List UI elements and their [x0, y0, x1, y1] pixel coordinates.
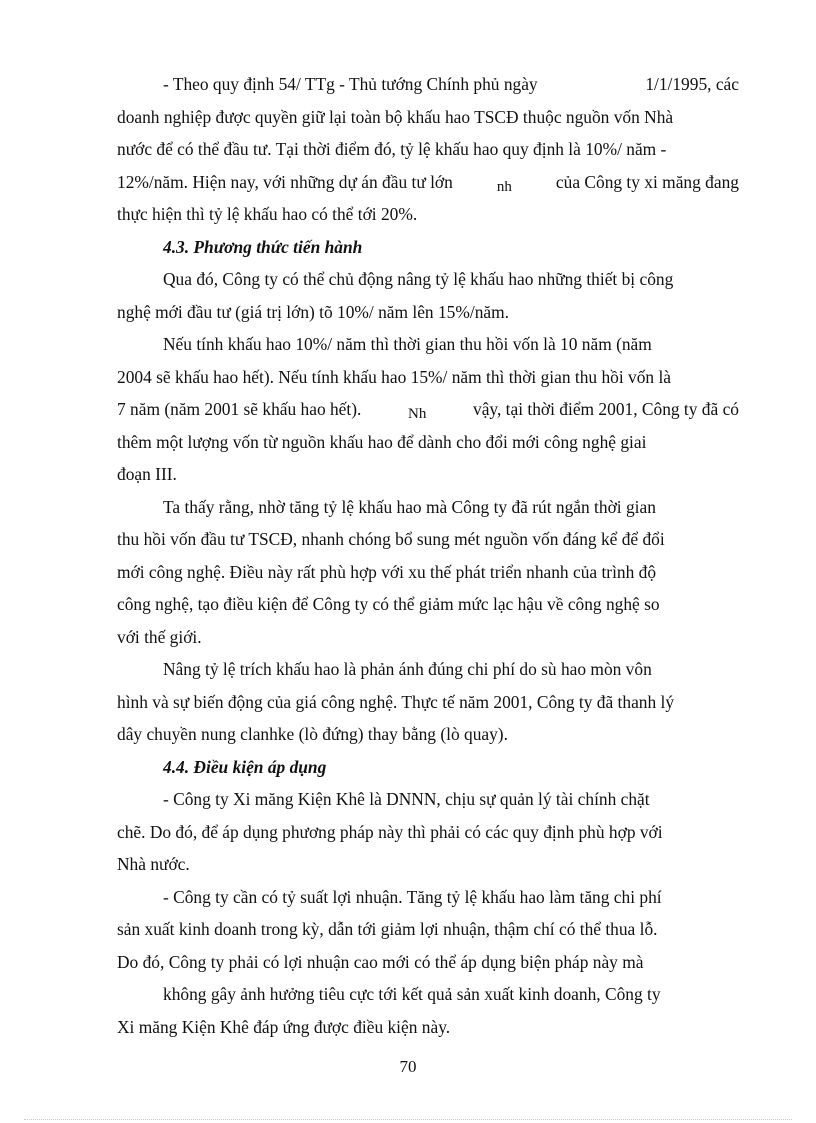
text-fragment: Ta thấy rằng, nhờ tăng tỷ lệ khấu hao mà Công ty đã rút ngắn thời gian — [163, 496, 656, 517]
paragraph-line — [117, 913, 739, 946]
paragraph-line — [117, 133, 739, 166]
section-heading-text: 4.4. Điều kiện áp dụng — [163, 756, 327, 777]
text-fragment: - Công ty Xi măng Kiện Khê là DNNN, chịu sự quản lý tài chính chặt — [163, 789, 650, 809]
text-fragment: Qua đó, Công ty có thể chủ động nâng tỷ lệ khấu hao những thiết bị công — [163, 269, 674, 289]
text-fragment: 7 năm (năm 2001 sẽ khấu hao hết). — [117, 399, 362, 419]
page-number: 70 — [399, 1057, 417, 1076]
text-fragment: công nghệ, tạo điều kiện để Công ty có thể giảm mức lạc hậu về công nghệ so — [117, 594, 660, 614]
text-fragment: nước để có thể đầu tư. Tại thời điểm đó, tỷ lệ khấu hao quy định là 10%/ năm - — [117, 139, 667, 159]
paragraph-line — [117, 361, 739, 394]
section-heading-4-3 — [117, 231, 739, 264]
text-fragment: 2004 sẽ khấu hao hết). Nếu tính khấu hao 15%/ năm thì thời gian thu hồi vốn là — [117, 366, 672, 387]
text-fragment: Nếu tính khấu hao 10%/ năm thì thời gian thu hồi vốn là 10 năm (năm — [163, 334, 652, 354]
paragraph-line — [117, 1011, 739, 1044]
text-fragment: thu hồi vốn đầu tư TSCĐ, nhanh chóng bổ sung mét nguồn vốn đáng kể để đổi — [117, 529, 665, 549]
text-fragment: vậy, tại thời điểm 2001, Công ty đã có — [473, 399, 739, 419]
section-heading-4-4 — [117, 751, 739, 784]
paragraph-line — [117, 263, 739, 296]
text-fragment: thực hiện thì tỷ lệ khấu hao có thể tới 20%. — [117, 204, 418, 224]
text-fragment: doanh nghiệp được quyền giữ lại toàn bộ khấu hao TSCĐ thuộc nguồn vốn Nhà — [117, 106, 674, 127]
text-fragment: mới công nghệ. Điều này rất phù hợp với xu thế phát triển nhanh của trình độ — [117, 561, 657, 582]
paragraph-line — [117, 393, 739, 426]
text-fragment: thêm một lượng vốn từ nguồn khấu hao để dành cho đổi mới công nghệ giai — [117, 431, 647, 452]
paragraph-line — [117, 101, 739, 134]
text-fragment: chẽ. Do đó, để áp dụng phương pháp này thì phải có các quy định phù hợp với — [117, 821, 663, 842]
paragraph-line — [117, 296, 739, 329]
text-fragment: - Theo quy định 54/ TTg - Thủ tướng Chính phủ ngày — [163, 74, 538, 94]
text-fragment: Nhà nước. — [117, 854, 190, 874]
paragraph-line — [117, 198, 739, 231]
paragraph-line — [117, 426, 739, 459]
paragraph-line — [117, 686, 739, 719]
text-fragment: 12%/năm. Hiện nay, với những dự án đầu tư lớn — [117, 171, 453, 192]
paragraph-line — [117, 816, 739, 849]
text-fragment: dây chuyền nung clanhke (lò đứng) thay bằng (lò quay). — [117, 724, 508, 744]
text-fragment: Xi măng Kiện Khê đáp ứng được điều kiện này. — [117, 1016, 451, 1037]
text-fragment: của Công ty xi măng đang — [555, 171, 739, 192]
paragraph-line — [117, 166, 739, 199]
paragraph-line — [117, 523, 739, 556]
text-fragment: đoạn III. — [117, 464, 177, 484]
paragraph-line — [117, 718, 739, 751]
text-fragment: Nâng tỷ lệ trích khấu hao là phản ánh đúng chi phí do sù hao mòn vôn — [163, 659, 652, 679]
paragraph-line — [117, 881, 739, 914]
paragraph-line — [117, 946, 739, 979]
text-fragment: nghệ mới đầu tư (giá trị lớn) tõ 10%/ năm lên 15%/năm. — [117, 301, 509, 322]
section-heading-text: 4.3. Phương thức tiến hành — [163, 236, 363, 257]
paragraph-line — [117, 458, 739, 491]
paragraph-line — [117, 588, 739, 621]
text-fragment: không gây ảnh hưởng tiêu cực tới kết quả sản xuất kinh doanh, Công ty — [163, 984, 661, 1004]
paragraph-line — [117, 653, 739, 686]
document-body — [117, 68, 739, 1043]
paragraph-line — [117, 68, 739, 101]
text-fragment: Do đó, Công ty phải có lợi nhuận cao mới có thể áp dụng biện pháp này mà — [117, 951, 644, 972]
paragraph-line — [117, 783, 739, 816]
paragraph-line — [117, 621, 739, 654]
stray-text-fragment: Nh — [408, 406, 427, 422]
text-fragment: hình và sự biến động của giá công nghệ. Thực tế năm 2001, Công ty đã thanh lý — [117, 691, 675, 712]
paragraph-line — [117, 328, 739, 361]
paragraph-line — [117, 556, 739, 589]
paragraph-line — [117, 848, 739, 881]
stray-text-fragment: nh — [496, 178, 512, 195]
page-bottom-divider — [24, 1119, 792, 1120]
paragraph-line — [117, 491, 739, 524]
text-fragment: sản xuất kinh doanh trong kỳ, dẫn tới giảm lợi nhuận, thậm chí có thể thua lỗ. — [117, 919, 658, 939]
date-fragment: 1/1/1995, các — [645, 74, 739, 94]
text-fragment: - Công ty cần có tỷ suất lợi nhuận. Tăng tỷ lệ khấu hao làm tăng chi phí — [163, 886, 662, 907]
paragraph-line — [117, 978, 739, 1011]
text-fragment: với thế giới. — [117, 626, 202, 647]
